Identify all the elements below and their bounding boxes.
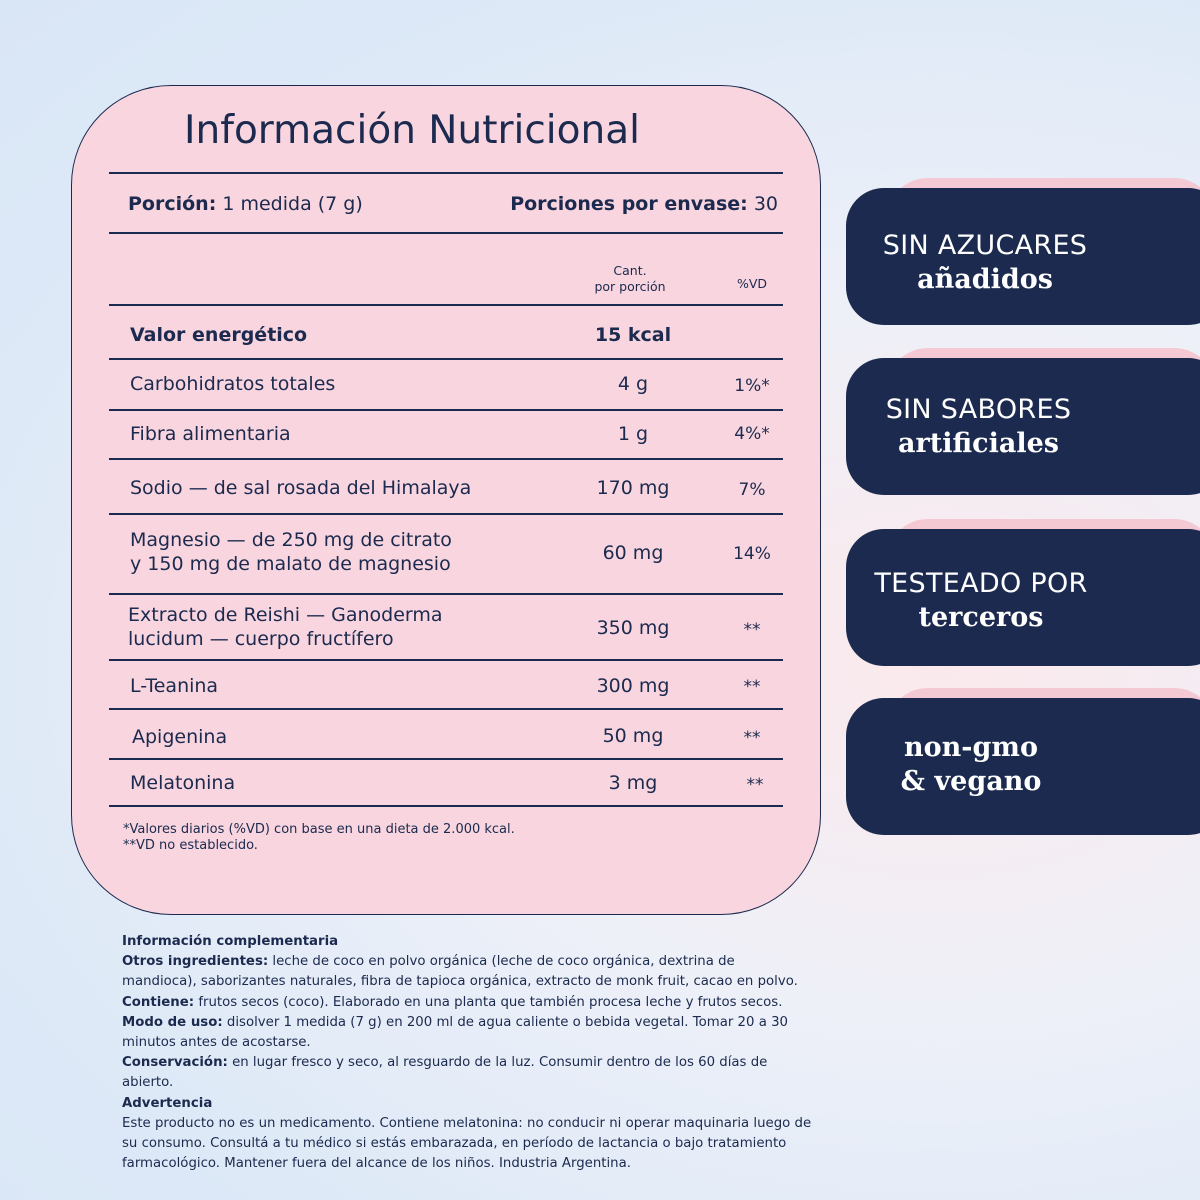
badge-line2: & vegano	[900, 766, 1042, 797]
nutrient-dv: **	[743, 620, 761, 640]
serving-size	[128, 193, 363, 215]
nutrient-dv: **	[746, 775, 764, 795]
complementary-info	[122, 932, 812, 1174]
badge-non-gmo-vegan	[846, 698, 1200, 835]
nutrient-amount: 15 kcal	[594, 324, 672, 346]
nutrient-dv: 4%*	[734, 424, 770, 444]
divider	[109, 409, 783, 411]
nutrient-name: Carbohidratos totales	[130, 373, 336, 395]
nutrient-amount: 170 mg	[596, 477, 670, 499]
nutrient-amount: 1 g	[617, 423, 649, 445]
nutrient-dv: 7%	[738, 480, 766, 500]
nutrient-dv: **	[743, 677, 761, 697]
warning-heading: Advertencia	[122, 1095, 213, 1111]
nutrient-amount: 300 mg	[596, 675, 670, 697]
footnote-no-dv: **VD no establecido.	[123, 838, 258, 853]
panel-title: Información Nutricional	[184, 108, 640, 153]
nutrient-amount: 4 g	[617, 373, 649, 395]
nutrient-amount: 3 mg	[608, 772, 658, 794]
nutrient-amount: 350 mg	[596, 617, 670, 639]
badge-line1: SIN SABORES	[885, 394, 1072, 425]
column-header-amount	[580, 263, 680, 295]
nutrient-name: Sodio — de sal rosada del Himalaya	[130, 477, 472, 499]
badge-line1: SIN AZUCARES	[882, 230, 1088, 261]
divider	[109, 805, 783, 807]
storage-label: Conservación:	[122, 1055, 228, 1071]
badge-line2: añadidos	[917, 264, 1053, 295]
badge-line2: artificiales	[898, 428, 1059, 459]
badge-third-party-tested	[846, 529, 1200, 666]
nutrient-name: Valor energético	[130, 324, 308, 346]
divider	[109, 708, 783, 710]
usage	[122, 1013, 812, 1053]
divider	[109, 513, 783, 515]
warning-text: Este producto no es un medicamento. Contiene melatonina: no conducir ni operar maquinaria luego de su consumo. Consultá a tu médico si estás embarazada, en período de lactancia o bajo tratamiento farmacológico. Mantener fuera del alcance de los niños. Industria Argentina.	[122, 1115, 812, 1172]
nutrient-dv: 1%*	[734, 376, 770, 396]
divider	[109, 304, 783, 306]
nutrient-name: Fibra alimentaria	[130, 423, 291, 445]
nutrient-amount: 60 mg	[602, 542, 664, 564]
nutrient-name-line2: y 150 mg de malato de magnesio	[130, 553, 451, 575]
nutrient-name: L-Teanina	[130, 675, 219, 697]
badge-line1: non-gmo	[904, 732, 1038, 763]
contains-label: Contiene:	[122, 994, 195, 1010]
nutrient-dv: 14%	[733, 544, 771, 564]
ingredients-label: Otros ingredientes:	[122, 954, 269, 970]
nutrient-name-line1: Extracto de Reishi — Ganoderma	[128, 604, 443, 626]
servings-value: 30	[753, 193, 778, 215]
nutrient-amount: 50 mg	[602, 725, 664, 747]
divider	[109, 232, 783, 234]
storage-text: en lugar fresco y seco, al resguardo de la luz. Consumir dentro de los 60 días de abierto.	[122, 1055, 768, 1091]
footnote-dv: *Valores diarios (%VD) con base en una dieta de 2.000 kcal.	[123, 822, 515, 837]
column-header-dv: %VD	[736, 276, 768, 291]
serving-value: 1 medida (7 g)	[222, 193, 363, 215]
nutrient-name-line1: Magnesio — de 250 mg de citrato	[130, 529, 452, 551]
nutrient-name-line2: lucidum — cuerpo fructífero	[128, 628, 394, 650]
divider	[109, 758, 783, 760]
servings-label: Porciones por envase:	[510, 193, 748, 215]
contains-text: frutos secos (coco). Elaborado en una planta que también procesa leche y frutos secos.	[194, 994, 783, 1010]
badge-no-artificial-flavors	[846, 358, 1200, 495]
usage-text: disolver 1 medida (7 g) en 200 ml de agua caliente o bebida vegetal. Tomar 20 a 30 minutos antes de acostarse.	[122, 1014, 788, 1051]
usage-label: Modo de uso:	[122, 1014, 223, 1030]
serving-label: Porción:	[128, 193, 217, 215]
contains	[122, 993, 812, 1013]
divider	[109, 172, 783, 174]
nutrient-dv: **	[743, 728, 761, 748]
servings-per-container	[510, 193, 778, 215]
badge-line1: TESTEADO POR	[874, 568, 1088, 599]
divider	[109, 458, 783, 460]
divider	[109, 659, 783, 661]
badge-no-added-sugar	[846, 188, 1200, 325]
ingredients	[122, 952, 812, 992]
divider	[109, 358, 783, 360]
storage	[122, 1053, 812, 1093]
column-header-amount-line1: Cant.	[613, 263, 647, 278]
complementary-heading: Información complementaria	[122, 934, 339, 949]
ingredients-text: leche de coco en polvo orgánica (leche de coco orgánica, dextrina de mandioca), saborizantes naturales, fibra de tapioca orgánica, extracto de monk fruit, cacao en polvo.	[122, 954, 798, 990]
column-header-amount-line2: por porción	[594, 279, 666, 294]
nutrient-name: Apigenina	[132, 726, 228, 748]
badge-line2: terceros	[918, 602, 1044, 633]
nutrient-name: Melatonina	[130, 772, 236, 794]
divider	[109, 593, 783, 595]
